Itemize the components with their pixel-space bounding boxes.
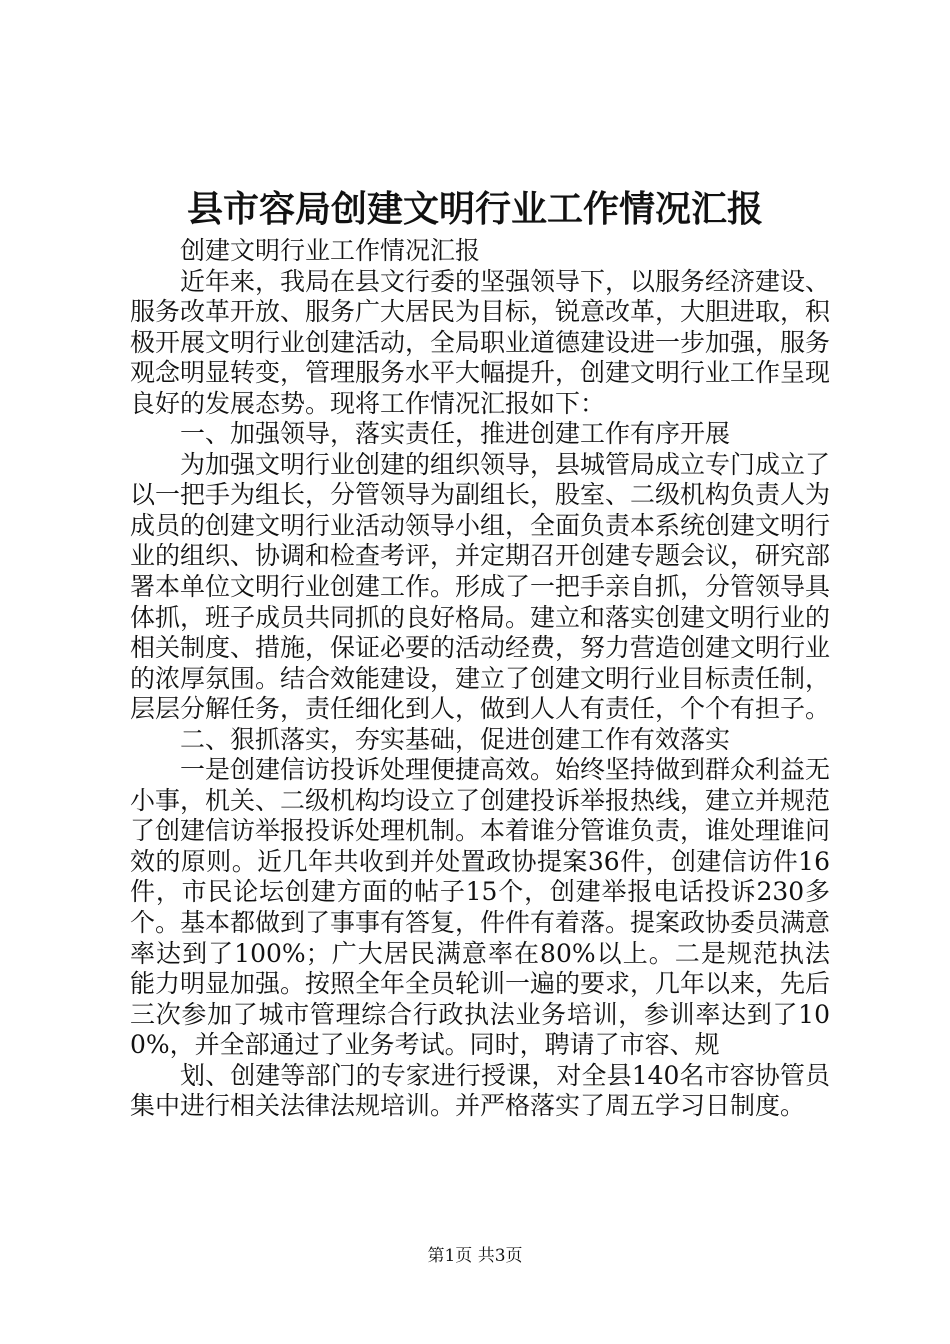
- document-body: [130, 236, 830, 1122]
- paragraph-section-1: 为加强文明行业创建的组织领导，县城管局成立专门成立了以一把手为组长，分管领导为副组长，股室、二级机构负责人为成员的创建文明行业活动领导小组，全面负责本系统创建文明行业的组织、协调和检查考评，并定期召开创建专题会议，研究部署本单位文明行业创建工作。形成了一把手亲自抓，分管领导具体抓，班子成员共同抓的良好格局。建立和落实创建文明行业的相关制度、措施，保证必要的活动经费，努力营造创建文明行业的浓厚氛围。结合效能建设，建立了创建文明行业目标责任制，层层分解任务，责任细化到人，做到人人有责任，个个有担子。: [130, 449, 831, 724]
- subtitle: 创建文明行业工作情况汇报: [180, 236, 481, 265]
- paragraph-section-2: 一是创建信访投诉处理便捷高效。始终坚持做到群众利益无小事，机关、二级机构均设立了创建投诉举报热线，建立并规范了创建信访举报投诉处理机制。本着谁分管谁负责，谁处理谁问效的原则。近几年共收到并处置政协提案36件，创建信访件16件，市民论坛创建方面的帖子15个，创建举报电话投诉230多个。基本都做到了事事有答复，件件有着落。提案政协委员满意率达到了100%；广大居民满意率在80%以上。二是规范执法能力明显加强。按照全年全员轮训一遍的要求，几年以来，先后三次参加了城市管理综合行政执法业务培训，参训率达到了100%，并全部通过了业务考试。同时，聘请了市容、规: [130, 755, 831, 1060]
- section-heading-1: 一、加强领导，落实责任，推进创建工作有序开展: [180, 419, 731, 449]
- paragraph-intro: 近年来，我局在县文行委的坚强领导下，以服务经济建设、服务改革开放、服务广大居民为目标，锐意改革，大胆进取，积极开展文明行业创建活动，全局职业道德建设进一步加强，服务观念明显转变，管理服务水平大幅提升，创建文明行业工作呈现良好的发展态势。现将工作情况汇报如下：: [130, 266, 831, 418]
- section-heading-2: 二、狠抓落实，夯实基础，促进创建工作有效落实: [180, 724, 731, 754]
- paragraph-continuation: 划、创建等部门的专家进行授课，对全县140名市容协管员集中进行相关法律法规培训。并严格落实了周五学习日制度。: [130, 1060, 830, 1121]
- document-title: 县市容局创建文明行业工作情况汇报: [186, 188, 763, 230]
- page-footer: 第1页 共3页: [427, 1246, 523, 1266]
